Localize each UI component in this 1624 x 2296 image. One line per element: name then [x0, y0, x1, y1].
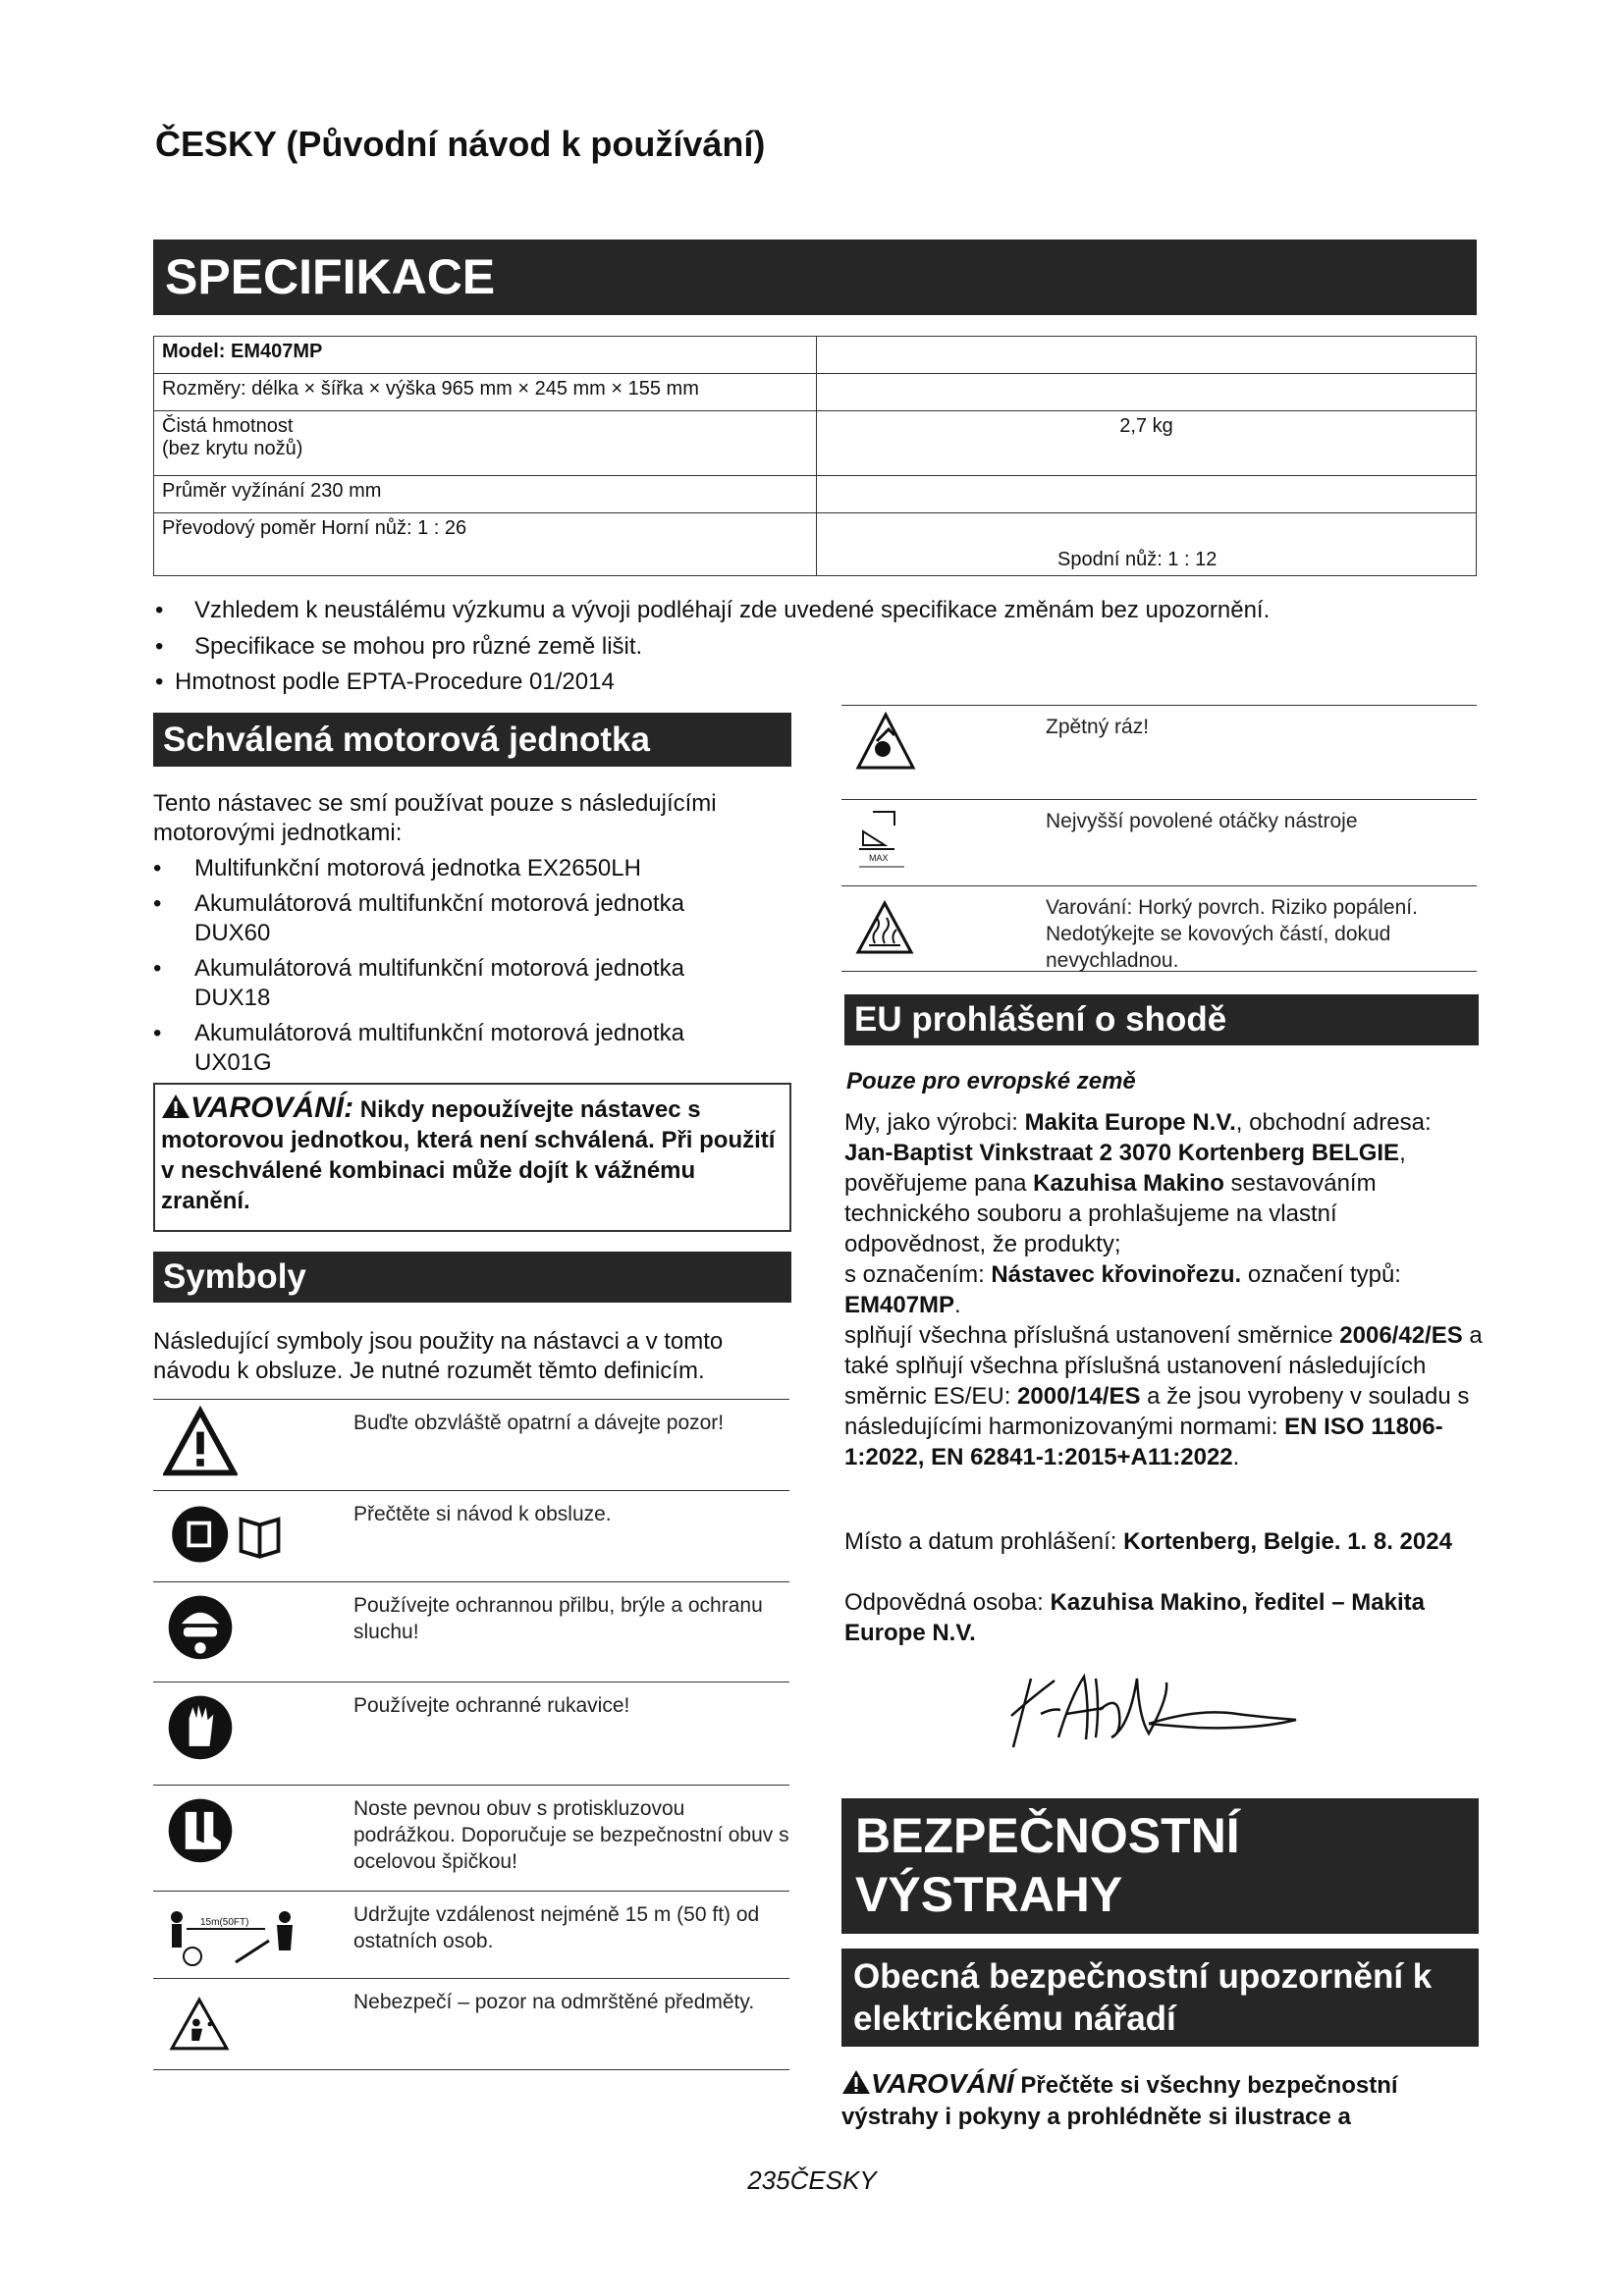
table-row [154, 337, 1477, 374]
motor-warning [153, 1083, 791, 1232]
safety-boots-icon [163, 1791, 238, 1866]
motor-intro: Tento nástavec se smí používat pouze s následujícími motorovými jednotkami: [153, 790, 717, 846]
table-row [154, 513, 1477, 576]
spec-note: • Vzhledem k neustálému výzkumu a vývoji podléhají zde uvedené specifikace změnám bez upozornění. [155, 597, 1271, 623]
symbol-row [153, 1399, 789, 1491]
signature-image [1001, 1659, 1326, 1757]
eu-paragraph: My, jako výrobci: Makita Europe N.V., obchodní adresa: Jan-Baptist Vinkstraat 2 3070 Kortenberg BELGIE, pověřujeme pana Kazuhisa Makino sestavováním technického souboru a prohlašujeme na vlastní odpovědnost, že produkty; [844, 1109, 1432, 1257]
kickback-icon [855, 712, 916, 771]
spec-table [153, 336, 1477, 576]
symbols-heading: Symboly [153, 1252, 791, 1303]
eu-declaration-text [844, 1107, 1483, 1472]
eu-paragraph: splňují všechna příslušná ustanovení směrnice 2006/42/ES a také splňují všechna příslušná ustanovení následujících směrnic ES/EU: 2000/14/ES a že jsou vyrobeny v souladu s následujícími harmonizovanými normami: EN ISO 11806-1:2022, EN 62841-1:2015+A11:2022. [844, 1322, 1483, 1470]
page-number: 235 [747, 2165, 790, 2195]
eu-paragraph: s označením: Nástavec křovinořezu. označení typů: EM407MP. [844, 1261, 1401, 1318]
spec-cell: Průměr vyžínání 230 mm [154, 476, 817, 513]
max-speed-label: MAX [869, 853, 889, 863]
keep-distance-label: 15m(50FT) [200, 1917, 249, 1928]
symbol-row [153, 1891, 789, 1979]
symbol-text: Udržujte vzdálenost nejméně 15 m (50 ft) od ostatních osob. [353, 1903, 760, 1952]
motor-list [153, 854, 791, 1078]
safety-heading: BEZPEČNOSTNÍ VÝSTRAHY [841, 1798, 1479, 1934]
list-item: • Akumulátorová multifunkční motorová jednotka UX01G [153, 1020, 684, 1076]
spec-cell [817, 374, 1477, 411]
symbol-text: Nejvyšší povolené otáčky nástroje [1046, 810, 1358, 832]
list-item: • Multifunkční motorová jednotka EX2650LH [153, 855, 641, 881]
warning-triangle-icon [161, 1094, 190, 1119]
eu-heading: EU prohlášení o shodě [844, 994, 1479, 1045]
gloves-icon [163, 1688, 238, 1763]
warning-text: Přečtěte si všechny bezpečnostní výstrahy i pokyny a prohlédněte si ilustrace a [841, 2072, 1398, 2130]
spec-note: • Specifikace se mohou pro různé země lišit. [155, 633, 643, 660]
safety-warning [841, 2068, 1470, 2133]
symbol-text: Varování: Horký povrch. Riziko popálení. Nedotýkejte se kovových částí, dokud nevychladnou. [1046, 896, 1418, 972]
spec-note: • Hmotnost podle EPTA-Procedure 01/2014 [155, 668, 615, 695]
symbol-row [841, 799, 1477, 886]
table-row [154, 476, 1477, 513]
spec-cell: Převodový poměr Horní nůž: 1 : 26 [154, 513, 817, 576]
safety-subheading: Obecná bezpečnostní upozornění k elektrickému nářadí [841, 1949, 1479, 2047]
helmet-goggles-earmuffs-icon [163, 1588, 238, 1663]
symbol-row [841, 705, 1477, 800]
motor-heading: Schválená motorová jednotka [153, 713, 791, 767]
symbol-row [153, 1682, 789, 1786]
symbol-text: Přečtěte si návod k obsluze. [353, 1503, 612, 1525]
spec-cell: Model: EM407MP [154, 337, 817, 374]
spec-cell: Rozměry: délka × šířka × výška 965 mm × 245 mm × 155 mm [154, 374, 817, 411]
keep-distance-icon [163, 1905, 300, 1974]
spec-cell: Čistá hmotnost (bez krytu nožů) [154, 411, 817, 476]
symbol-text: Buďte obzvláště opatrní a dávejte pozor! [353, 1412, 725, 1434]
symbol-text: Používejte ochrannou přilbu, brýle a ochranu sluchu! [353, 1594, 763, 1643]
max-speed-icon [855, 806, 916, 875]
symbol-row [153, 1785, 789, 1892]
warning-triangle-icon [841, 2069, 871, 2095]
symbol-text: Používejte ochranné rukavice! [353, 1694, 630, 1717]
symbol-row [153, 1978, 789, 2070]
symbol-text: Nebezpečí – pozor na odmrštěné předměty. [353, 1991, 755, 2013]
symbol-row [153, 1581, 789, 1682]
warning-text: Nikdy nepoužívejte nástavec s motorovou jednotkou, která není schválená. Při použití v neschválené kombinaci může dojít k vážnému zranění. [161, 1096, 776, 1214]
symbol-row [841, 885, 1477, 972]
flying-objects-icon [169, 1997, 230, 2052]
symbol-text: Noste pevnou obuv s protiskluzovou podrážkou. Doporučuje se bezpečnostní obuv s ocelovou špičkou! [353, 1797, 789, 1873]
page-title: ČESKY (Původní návod k používání) [155, 124, 766, 164]
warning-triangle-icon [163, 1406, 238, 1480]
eu-subheading: Pouze pro evropské země [846, 1068, 1136, 1095]
table-row [154, 411, 1477, 476]
footer-language: ČESKY [789, 2165, 877, 2195]
eu-place-date: Místo a datum prohlášení: Kortenberg, Belgie. 1. 8. 2024 [844, 1528, 1452, 1555]
spec-cell [817, 476, 1477, 513]
hot-surface-icon [855, 900, 914, 955]
symbol-row [153, 1490, 789, 1582]
spec-heading: SPECIFIKACE [153, 240, 1477, 315]
warning-label: VAROVÁNÍ: [190, 1092, 354, 1124]
list-item: • Akumulátorová multifunkční motorová jednotka DUX60 [153, 890, 684, 946]
spec-cell: Spodní nůž: 1 : 12 [817, 513, 1477, 576]
warning-label: VAROVÁNÍ [871, 2068, 1014, 2099]
spec-cell: 2,7 kg [817, 411, 1477, 476]
table-row [154, 374, 1477, 411]
symbols-intro: Následující symboly jsou použity na nástavci a v tomto návodu k obsluze. Je nutné rozumět těmto definicím. [153, 1328, 724, 1384]
symbol-text: Zpětný ráz! [1046, 716, 1150, 738]
page-footer [0, 2165, 1624, 2196]
eu-responsible-person: Odpovědná osoba: Kazuhisa Makino, ředitel – Makita Europe N.V. [844, 1589, 1425, 1646]
read-manual-icon [163, 1497, 300, 1572]
list-item: • Akumulátorová multifunkční motorová jednotka DUX18 [153, 955, 684, 1011]
spec-cell [817, 337, 1477, 374]
